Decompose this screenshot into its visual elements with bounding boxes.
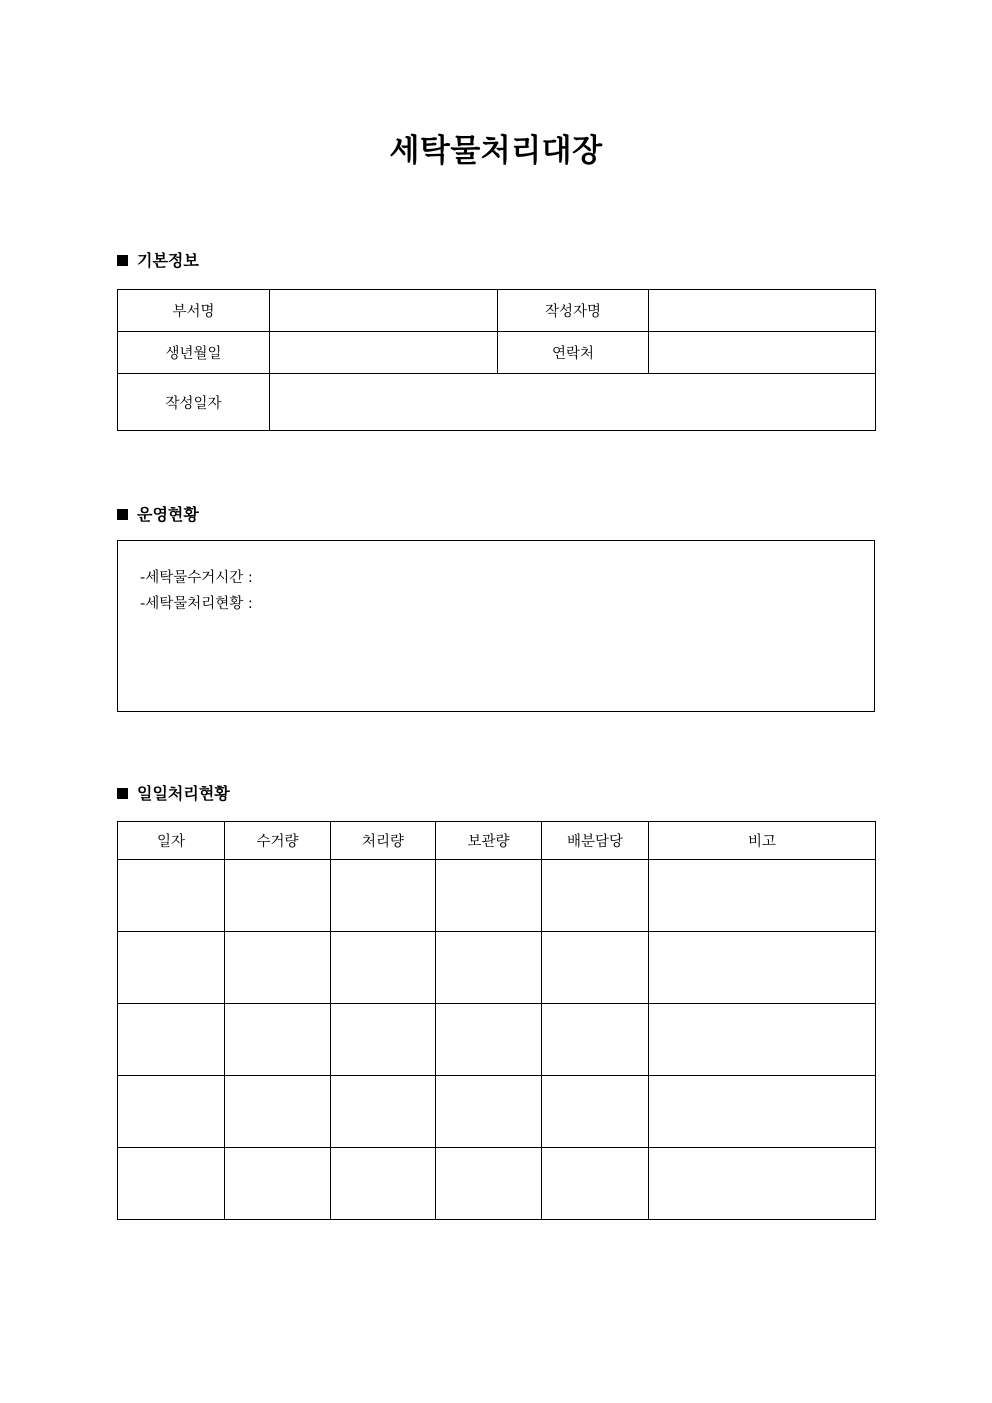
field-value-contact[interactable] [649,332,876,374]
cell-date[interactable] [118,932,225,1004]
field-label-written-date: 작성일자 [118,374,270,431]
filled-square-icon [117,509,128,520]
field-value-written-date[interactable] [270,374,876,431]
cell-stored-qty[interactable] [436,1004,542,1076]
section-heading-label: 일일처리현황 [137,784,230,803]
cell-remarks[interactable] [649,1004,876,1076]
column-header-stored-qty: 보관량 [436,822,542,860]
field-label-contact: 연락처 [498,332,649,374]
cell-stored-qty[interactable] [436,932,542,1004]
field-value-author-name[interactable] [649,290,876,332]
cell-processed-qty[interactable] [331,860,436,932]
section-heading-operation-status [117,505,199,524]
cell-date[interactable] [118,1076,225,1148]
cell-date[interactable] [118,860,225,932]
field-value-department[interactable] [270,290,498,332]
cell-collected-qty[interactable] [225,1148,331,1220]
table-row [118,932,876,1004]
column-header-processed-qty: 처리량 [331,822,436,860]
basic-info-table [117,289,876,431]
operation-line-processing-status: -세탁물처리현황 : [140,596,253,612]
cell-remarks[interactable] [649,932,876,1004]
column-header-distribution-staff: 배분담당 [542,822,649,860]
field-label-author-name: 작성자명 [498,290,649,332]
table-row [118,290,876,332]
page-title: 세탁물처리대장 [389,133,603,169]
cell-processed-qty[interactable] [331,932,436,1004]
column-header-date: 일자 [118,822,225,860]
cell-processed-qty[interactable] [331,1076,436,1148]
cell-distribution-staff[interactable] [542,1148,649,1220]
cell-distribution-staff[interactable] [542,1004,649,1076]
operation-status-textbox[interactable] [117,540,875,712]
cell-distribution-staff[interactable] [542,1076,649,1148]
cell-collected-qty[interactable] [225,1076,331,1148]
section-heading-label: 기본정보 [137,251,199,270]
operation-line-collection-time: -세탁물수거시간 : [140,570,253,586]
field-value-birthdate[interactable] [270,332,498,374]
table-row [118,1076,876,1148]
cell-date[interactable] [118,1004,225,1076]
cell-processed-qty[interactable] [331,1004,436,1076]
cell-collected-qty[interactable] [225,932,331,1004]
field-label-department: 부서명 [118,290,270,332]
cell-collected-qty[interactable] [225,860,331,932]
table-row [118,1148,876,1220]
cell-date[interactable] [118,1148,225,1220]
table-row [118,374,876,431]
cell-stored-qty[interactable] [436,1076,542,1148]
filled-square-icon [117,255,128,266]
cell-distribution-staff[interactable] [542,932,649,1004]
cell-distribution-staff[interactable] [542,860,649,932]
cell-remarks[interactable] [649,1148,876,1220]
cell-stored-qty[interactable] [436,860,542,932]
column-header-remarks: 비고 [649,822,876,860]
column-header-collected-qty: 수거량 [225,822,331,860]
cell-processed-qty[interactable] [331,1148,436,1220]
table-header-row [118,822,876,860]
table-row [118,332,876,374]
filled-square-icon [117,788,128,799]
table-row [118,1004,876,1076]
cell-collected-qty[interactable] [225,1004,331,1076]
section-heading-daily-status [117,784,230,803]
field-label-birthdate: 생년월일 [118,332,270,374]
table-row [118,860,876,932]
daily-status-table [117,821,876,1220]
cell-remarks[interactable] [649,860,876,932]
cell-stored-qty[interactable] [436,1148,542,1220]
section-heading-label: 운영현황 [137,505,199,524]
section-heading-basic-info [117,251,199,270]
cell-remarks[interactable] [649,1076,876,1148]
